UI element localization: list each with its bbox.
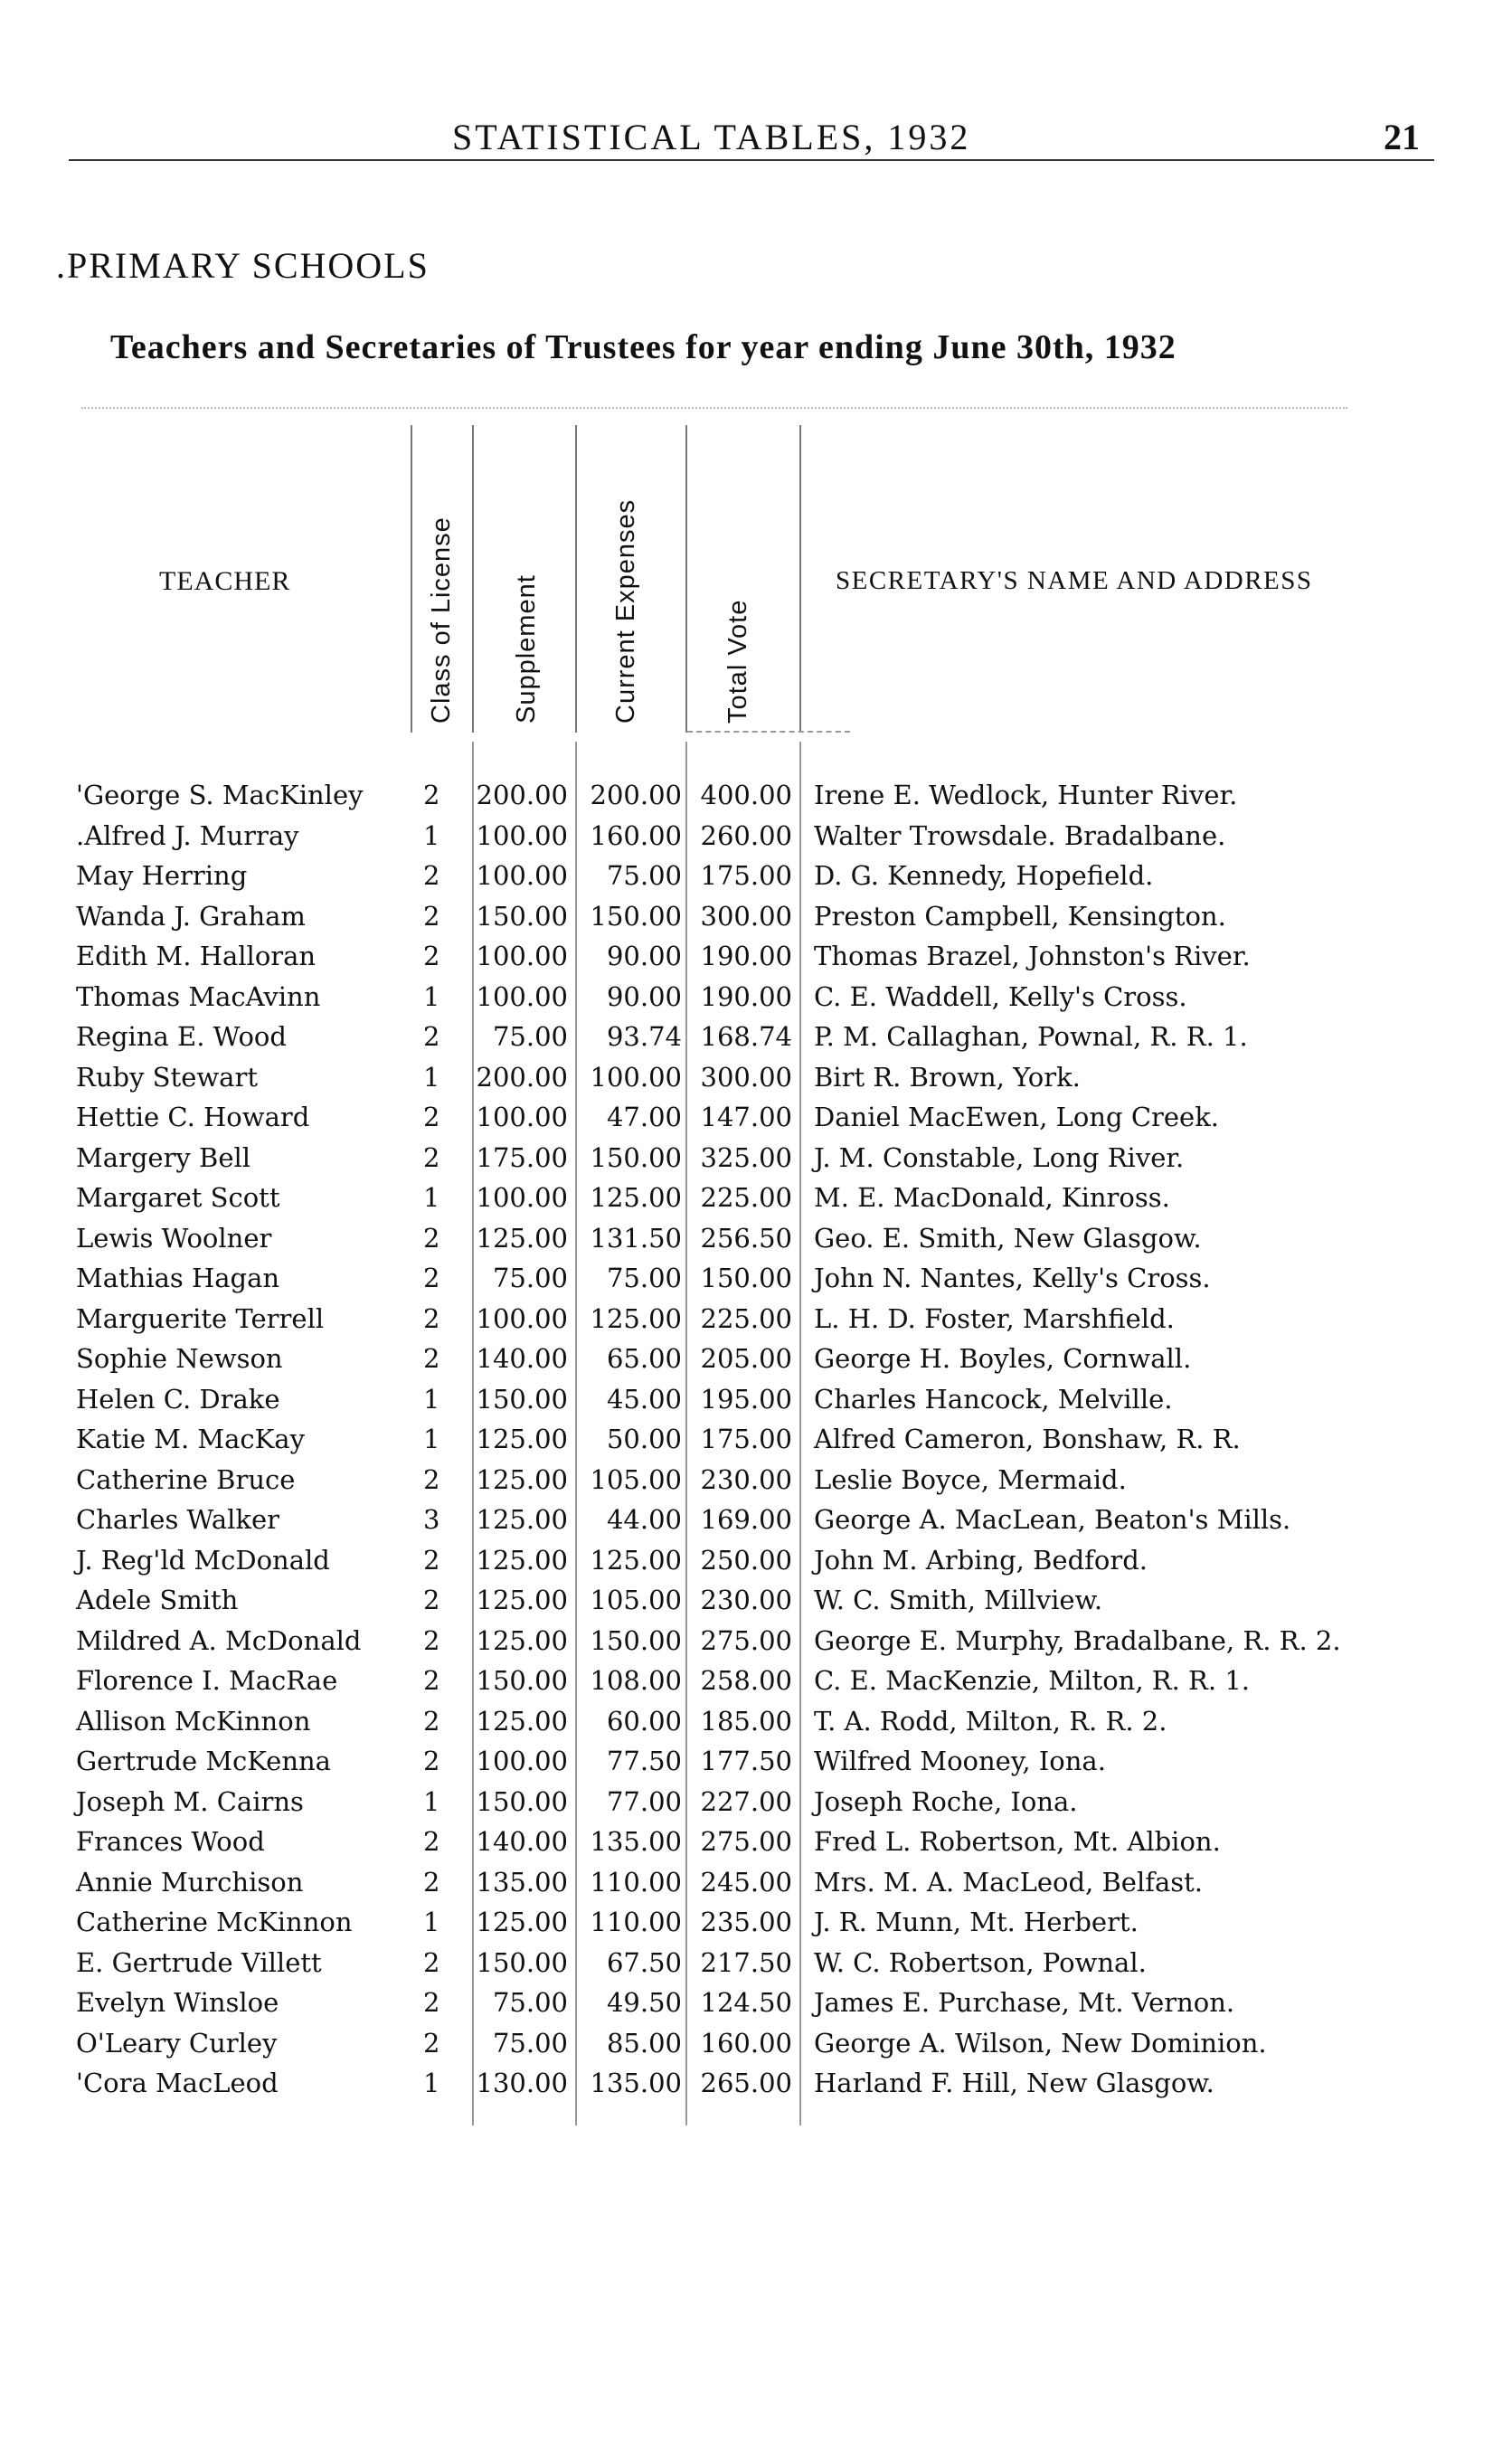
supplement-cell: 125.00 bbox=[476, 1222, 568, 1254]
teacher-cell: Regina E. Wood bbox=[76, 1021, 287, 1052]
secretary-cell: Wilfred Mooney, Iona. bbox=[814, 1746, 1106, 1776]
teacher-cell: Ruby Stewart bbox=[76, 1061, 258, 1093]
supplement-cell: 140.00 bbox=[476, 1343, 568, 1374]
current-expenses-cell: 75.00 bbox=[606, 860, 682, 891]
total-vote-cell: 169.00 bbox=[700, 1504, 792, 1535]
current-expenses-cell: 60.00 bbox=[606, 1705, 682, 1737]
table-row bbox=[0, 1263, 1512, 1303]
secretary-cell: D. G. Kennedy, Hopefield. bbox=[814, 860, 1154, 891]
class-cell: 2 bbox=[423, 1544, 440, 1576]
secretary-cell: T. A. Rodd, Milton, R. R. 2. bbox=[814, 1705, 1167, 1737]
current-expenses-cell: 135.00 bbox=[590, 2068, 682, 2098]
teacher-cell: Evelyn Winsloe bbox=[76, 1987, 279, 2018]
total-vote-cell: 225.00 bbox=[700, 1182, 792, 1213]
teacher-column-header: TEACHER bbox=[159, 566, 291, 596]
teacher-cell: Wanda J. Graham bbox=[76, 900, 306, 932]
secretary-cell: Fred L. Robertson, Mt. Albion. bbox=[814, 1826, 1221, 1857]
secretary-cell: Daniel MacEwen, Long Creek. bbox=[814, 1102, 1219, 1132]
class-cell: 2 bbox=[423, 1302, 440, 1334]
total-vote-cell: 185.00 bbox=[700, 1705, 792, 1737]
total-vote-cell: 300.00 bbox=[700, 1061, 792, 1093]
secretary-cell: Leslie Boyce, Mermaid. bbox=[814, 1463, 1127, 1495]
section-title: .PRIMARY SCHOOLS bbox=[56, 245, 430, 286]
total-vote-cell: 124.50 bbox=[700, 1987, 792, 2018]
current-expenses-cell: 65.00 bbox=[606, 1343, 682, 1374]
teacher-cell: J. Reg'ld McDonald bbox=[76, 1544, 330, 1576]
total-vote-cell: 325.00 bbox=[700, 1141, 792, 1173]
total-vote-cell: 205.00 bbox=[700, 1343, 792, 1374]
teacher-cell: E. Gertrude Villett bbox=[76, 1946, 322, 1978]
supplement-cell: 125.00 bbox=[476, 1504, 568, 1535]
teacher-cell: Allison McKinnon bbox=[76, 1705, 311, 1737]
supplement-cell: 125.00 bbox=[476, 1463, 568, 1495]
current-expenses-cell: 125.00 bbox=[590, 1302, 682, 1334]
secretary-cell: Harland F. Hill, New Glasgow. bbox=[814, 2068, 1214, 2098]
table-row bbox=[0, 1706, 1512, 1746]
total-vote-cell: 275.00 bbox=[700, 1624, 792, 1656]
supplement-cell: 125.00 bbox=[476, 1424, 568, 1454]
supplement-cell: 100.00 bbox=[476, 941, 568, 971]
current-expenses-cell: 85.00 bbox=[606, 2027, 682, 2059]
teacher-cell: Mathias Hagan bbox=[76, 1263, 280, 1293]
supplement-cell: 125.00 bbox=[476, 1585, 568, 1615]
secretary-cell: C. E. Waddell, Kelly's Cross. bbox=[814, 980, 1187, 1012]
total-vote-cell: 300.00 bbox=[700, 900, 792, 932]
supplement-cell: 100.00 bbox=[476, 980, 568, 1012]
supplement-cell: 75.00 bbox=[492, 1021, 568, 1052]
supplement-cell: 135.00 bbox=[476, 1866, 568, 1898]
supplement-cell: 75.00 bbox=[492, 1987, 568, 2018]
class-cell: 2 bbox=[423, 1746, 440, 1776]
supplement-cell: 175.00 bbox=[476, 1141, 568, 1173]
supplement-cell: 100.00 bbox=[476, 1102, 568, 1132]
total-vote-cell: 175.00 bbox=[700, 860, 792, 891]
secretary-cell: Thomas Brazel, Johnston's River. bbox=[814, 941, 1251, 971]
current-expenses-cell: 44.00 bbox=[606, 1504, 682, 1535]
table-row bbox=[0, 941, 1512, 981]
supplement-cell: 75.00 bbox=[492, 1263, 568, 1293]
teacher-cell: Lewis Woolner bbox=[76, 1222, 272, 1254]
current-expenses-header: Current Expenses bbox=[611, 498, 640, 724]
current-expenses-cell: 125.00 bbox=[590, 1182, 682, 1213]
class-cell: 1 bbox=[423, 980, 440, 1012]
teacher-cell: Charles Walker bbox=[76, 1504, 280, 1535]
current-expenses-cell: 77.50 bbox=[606, 1746, 682, 1776]
supplement-header: Supplement bbox=[512, 574, 541, 724]
secretary-cell: John N. Nantes, Kelly's Cross. bbox=[814, 1263, 1211, 1293]
subtitle-rule bbox=[81, 407, 1347, 409]
total-vote-header: Total Vote bbox=[723, 599, 752, 724]
table-row bbox=[0, 1665, 1512, 1706]
current-expenses-cell: 93.74 bbox=[606, 1021, 682, 1052]
table-row bbox=[0, 1102, 1512, 1142]
teacher-cell: Mildred A. McDonald bbox=[76, 1624, 362, 1656]
current-expenses-cell: 110.00 bbox=[590, 1907, 682, 1937]
current-expenses-cell: 75.00 bbox=[606, 1263, 682, 1293]
class-cell: 2 bbox=[423, 2027, 440, 2059]
table-row bbox=[0, 1182, 1512, 1223]
supplement-cell: 200.00 bbox=[476, 1061, 568, 1093]
secretary-cell: Irene E. Wedlock, Hunter River. bbox=[814, 780, 1238, 810]
table-row bbox=[0, 1826, 1512, 1867]
supplement-cell: 100.00 bbox=[476, 860, 568, 891]
table-row bbox=[0, 1746, 1512, 1786]
class-cell: 2 bbox=[423, 941, 440, 971]
header-rule bbox=[69, 159, 1434, 161]
table-row bbox=[0, 1142, 1512, 1183]
teacher-cell: Annie Murchison bbox=[76, 1866, 304, 1898]
supplement-cell: 150.00 bbox=[476, 1785, 568, 1817]
secretary-cell: Walter Trowsdale. Bradalbane. bbox=[814, 819, 1226, 851]
supplement-cell: 75.00 bbox=[492, 2027, 568, 2059]
teacher-cell: Katie M. MacKay bbox=[76, 1424, 305, 1454]
table-row bbox=[0, 1947, 1512, 1988]
secretary-cell: M. E. MacDonald, Kinross. bbox=[814, 1182, 1170, 1213]
column-divider bbox=[575, 425, 577, 733]
supplement-cell: 140.00 bbox=[476, 1826, 568, 1857]
running-header bbox=[0, 116, 1512, 159]
total-vote-cell: 147.00 bbox=[700, 1102, 792, 1132]
secretary-cell: George A. MacLean, Beaton's Mills. bbox=[814, 1504, 1291, 1535]
current-expenses-cell: 105.00 bbox=[590, 1463, 682, 1495]
teacher-cell: 'Cora MacLeod bbox=[76, 2068, 279, 2098]
class-cell: 2 bbox=[423, 860, 440, 891]
current-expenses-cell: 47.00 bbox=[606, 1102, 682, 1132]
secretary-cell: George H. Boyles, Cornwall. bbox=[814, 1343, 1192, 1374]
total-vote-cell: 250.00 bbox=[700, 1544, 792, 1576]
teacher-cell: Florence I. MacRae bbox=[76, 1665, 338, 1696]
class-cell: 1 bbox=[423, 2068, 440, 2098]
supplement-cell: 125.00 bbox=[476, 1544, 568, 1576]
secretary-cell: L. H. D. Foster, Marshfield. bbox=[814, 1302, 1175, 1334]
total-vote-cell: 190.00 bbox=[700, 941, 792, 971]
teacher-cell: Catherine McKinnon bbox=[76, 1907, 353, 1937]
teacher-cell: Hettie C. Howard bbox=[76, 1102, 310, 1132]
class-cell: 2 bbox=[423, 1021, 440, 1052]
current-expenses-cell: 150.00 bbox=[590, 900, 682, 932]
supplement-cell: 200.00 bbox=[476, 780, 568, 810]
teacher-cell: Margery Bell bbox=[76, 1141, 251, 1173]
class-cell: 2 bbox=[423, 1665, 440, 1696]
secretary-column-header: SECRETARY'S NAME AND ADDRESS bbox=[836, 566, 1313, 595]
secretary-cell: George E. Murphy, Bradalbane, R. R. 2. bbox=[814, 1624, 1341, 1656]
total-vote-cell: 225.00 bbox=[700, 1302, 792, 1334]
secretary-cell: George A. Wilson, New Dominion. bbox=[814, 2027, 1267, 2059]
supplement-cell: 125.00 bbox=[476, 1705, 568, 1737]
table-row bbox=[0, 1062, 1512, 1103]
class-cell: 2 bbox=[423, 1866, 440, 1898]
teacher-cell: Gertrude McKenna bbox=[76, 1746, 331, 1776]
teacher-cell: 'George S. MacKinley bbox=[76, 780, 364, 810]
class-cell: 1 bbox=[423, 1907, 440, 1937]
teacher-cell: Margaret Scott bbox=[76, 1182, 280, 1213]
supplement-cell: 125.00 bbox=[476, 1624, 568, 1656]
teacher-cell: Sophie Newson bbox=[76, 1343, 283, 1374]
class-cell: 1 bbox=[423, 1182, 440, 1213]
class-cell: 1 bbox=[423, 1424, 440, 1454]
total-vote-cell: 150.00 bbox=[700, 1263, 792, 1293]
teacher-cell: O'Leary Curley bbox=[76, 2027, 278, 2059]
current-expenses-cell: 150.00 bbox=[590, 1141, 682, 1173]
total-vote-cell: 230.00 bbox=[700, 1585, 792, 1615]
table-row bbox=[0, 1021, 1512, 1062]
current-expenses-cell: 45.00 bbox=[606, 1383, 682, 1415]
teacher-cell: Marguerite Terrell bbox=[76, 1302, 325, 1334]
teacher-cell: Helen C. Drake bbox=[76, 1383, 280, 1415]
total-vote-cell: 230.00 bbox=[700, 1463, 792, 1495]
secretary-cell: Preston Campbell, Kensington. bbox=[814, 900, 1226, 932]
class-cell: 1 bbox=[423, 819, 440, 851]
supplement-cell: 100.00 bbox=[476, 1746, 568, 1776]
class-cell: 2 bbox=[423, 900, 440, 932]
current-expenses-cell: 100.00 bbox=[590, 1061, 682, 1093]
teacher-cell: May Herring bbox=[76, 860, 248, 891]
current-expenses-cell: 200.00 bbox=[590, 780, 682, 810]
table-row bbox=[0, 1424, 1512, 1464]
supplement-cell: 125.00 bbox=[476, 1907, 568, 1937]
current-expenses-cell: 110.00 bbox=[590, 1866, 682, 1898]
table-row bbox=[0, 820, 1512, 861]
supplement-cell: 100.00 bbox=[476, 819, 568, 851]
table-row bbox=[0, 1545, 1512, 1585]
current-expenses-cell: 135.00 bbox=[590, 1826, 682, 1857]
secretary-cell: John M. Arbing, Bedford. bbox=[814, 1544, 1148, 1576]
total-vote-cell: 175.00 bbox=[700, 1424, 792, 1454]
total-vote-cell: 260.00 bbox=[700, 819, 792, 851]
column-divider bbox=[411, 425, 412, 733]
teacher-cell: Edith M. Halloran bbox=[76, 941, 317, 971]
total-vote-cell: 235.00 bbox=[700, 1907, 792, 1937]
secretary-cell: Alfred Cameron, Bonshaw, R. R. bbox=[814, 1424, 1241, 1454]
table-row bbox=[0, 1907, 1512, 1947]
table-row bbox=[0, 2028, 1512, 2068]
table-row bbox=[0, 1585, 1512, 1625]
table-row bbox=[0, 1464, 1512, 1505]
current-expenses-cell: 131.50 bbox=[590, 1222, 682, 1254]
class-cell: 1 bbox=[423, 1061, 440, 1093]
teacher-cell: .Alfred J. Murray bbox=[76, 819, 299, 851]
table-row bbox=[0, 1504, 1512, 1545]
current-expenses-cell: 50.00 bbox=[606, 1424, 682, 1454]
class-cell: 2 bbox=[423, 1987, 440, 2018]
teacher-cell: Thomas MacAvinn bbox=[76, 980, 321, 1012]
supplement-cell: 100.00 bbox=[476, 1302, 568, 1334]
current-expenses-cell: 125.00 bbox=[590, 1544, 682, 1576]
total-vote-cell: 168.74 bbox=[700, 1021, 792, 1052]
secretary-cell: James E. Purchase, Mt. Vernon. bbox=[814, 1987, 1235, 2018]
current-expenses-cell: 67.50 bbox=[606, 1946, 682, 1978]
total-vote-cell: 245.00 bbox=[700, 1866, 792, 1898]
class-cell: 2 bbox=[423, 1624, 440, 1656]
current-expenses-cell: 160.00 bbox=[590, 819, 682, 851]
secretary-cell: W. C. Smith, Millview. bbox=[814, 1585, 1103, 1615]
total-vote-cell: 265.00 bbox=[700, 2068, 792, 2098]
table-row bbox=[0, 2068, 1512, 2108]
secretary-cell: P. M. Callaghan, Pownal, R. R. 1. bbox=[814, 1021, 1248, 1052]
class-cell: 1 bbox=[423, 1785, 440, 1817]
table-row bbox=[0, 1384, 1512, 1424]
class-cell: 2 bbox=[423, 1141, 440, 1173]
teacher-cell: Joseph M. Cairns bbox=[76, 1785, 304, 1817]
secretary-cell: Mrs. M. A. MacLeod, Belfast. bbox=[814, 1866, 1204, 1898]
current-expenses-cell: 77.00 bbox=[606, 1785, 682, 1817]
teacher-cell: Frances Wood bbox=[76, 1826, 265, 1857]
class-cell: 3 bbox=[423, 1504, 440, 1535]
class-of-license-header: Class of License bbox=[427, 516, 456, 724]
table-row bbox=[0, 901, 1512, 942]
total-vote-cell: 275.00 bbox=[700, 1826, 792, 1857]
secretary-cell: C. E. MacKenzie, Milton, R. R. 1. bbox=[814, 1665, 1250, 1696]
class-cell: 2 bbox=[423, 1585, 440, 1615]
secretary-cell: W. C. Robertson, Pownal. bbox=[814, 1946, 1147, 1978]
column-divider bbox=[799, 425, 801, 733]
teacher-cell: Catherine Bruce bbox=[76, 1463, 296, 1495]
header-bottom-rule bbox=[687, 731, 850, 733]
class-cell: 2 bbox=[423, 1705, 440, 1737]
secretary-cell: Charles Hancock, Melville. bbox=[814, 1383, 1173, 1415]
secretary-cell: J. M. Constable, Long River. bbox=[814, 1141, 1185, 1173]
supplement-cell: 150.00 bbox=[476, 1946, 568, 1978]
class-cell: 2 bbox=[423, 1222, 440, 1254]
total-vote-cell: 190.00 bbox=[700, 980, 792, 1012]
current-expenses-cell: 108.00 bbox=[590, 1665, 682, 1696]
total-vote-cell: 258.00 bbox=[700, 1665, 792, 1696]
table-row bbox=[0, 1987, 1512, 2028]
teacher-cell: Adele Smith bbox=[76, 1585, 239, 1615]
column-divider bbox=[685, 425, 687, 733]
class-cell: 2 bbox=[423, 1102, 440, 1132]
table-row bbox=[0, 1303, 1512, 1344]
total-vote-cell: 177.50 bbox=[700, 1746, 792, 1776]
table-row bbox=[0, 1625, 1512, 1666]
current-expenses-cell: 49.50 bbox=[606, 1987, 682, 2018]
secretary-cell: J. R. Munn, Mt. Herbert. bbox=[814, 1907, 1139, 1937]
table-row bbox=[0, 1786, 1512, 1827]
table-row bbox=[0, 860, 1512, 901]
total-vote-cell: 195.00 bbox=[700, 1383, 792, 1415]
total-vote-cell: 256.50 bbox=[700, 1222, 792, 1254]
class-cell: 2 bbox=[423, 1463, 440, 1495]
table-body bbox=[0, 780, 1512, 2108]
class-cell: 2 bbox=[423, 1946, 440, 1978]
total-vote-cell: 217.50 bbox=[700, 1946, 792, 1978]
class-cell: 2 bbox=[423, 780, 440, 810]
supplement-cell: 150.00 bbox=[476, 900, 568, 932]
table-subtitle: Teachers and Secretaries of Trustees for year ending June 30th, 1932 bbox=[110, 328, 1177, 366]
current-expenses-cell: 105.00 bbox=[590, 1585, 682, 1615]
table-row bbox=[0, 1867, 1512, 1907]
class-cell: 1 bbox=[423, 1383, 440, 1415]
column-divider bbox=[472, 425, 474, 733]
supplement-cell: 150.00 bbox=[476, 1383, 568, 1415]
total-vote-cell: 227.00 bbox=[700, 1785, 792, 1817]
table-row bbox=[0, 1343, 1512, 1384]
class-cell: 2 bbox=[423, 1343, 440, 1374]
current-expenses-cell: 150.00 bbox=[590, 1624, 682, 1656]
secretary-cell: Joseph Roche, Iona. bbox=[814, 1785, 1078, 1817]
table-row bbox=[0, 780, 1512, 820]
page-number: 21 bbox=[1384, 117, 1420, 157]
supplement-cell: 150.00 bbox=[476, 1665, 568, 1696]
secretary-cell: Geo. E. Smith, New Glasgow. bbox=[814, 1222, 1202, 1254]
secretary-cell: Birt R. Brown, York. bbox=[814, 1061, 1081, 1093]
current-expenses-cell: 90.00 bbox=[606, 941, 682, 971]
class-cell: 2 bbox=[423, 1263, 440, 1293]
supplement-cell: 130.00 bbox=[476, 2068, 568, 2098]
total-vote-cell: 400.00 bbox=[700, 780, 792, 810]
total-vote-cell: 160.00 bbox=[700, 2027, 792, 2059]
supplement-cell: 100.00 bbox=[476, 1182, 568, 1213]
table-row bbox=[0, 1223, 1512, 1264]
class-cell: 2 bbox=[423, 1826, 440, 1857]
current-expenses-cell: 90.00 bbox=[606, 980, 682, 1012]
table-header bbox=[0, 425, 1512, 733]
table-row bbox=[0, 981, 1512, 1022]
running-title: STATISTICAL TABLES, 1932 bbox=[452, 117, 971, 157]
